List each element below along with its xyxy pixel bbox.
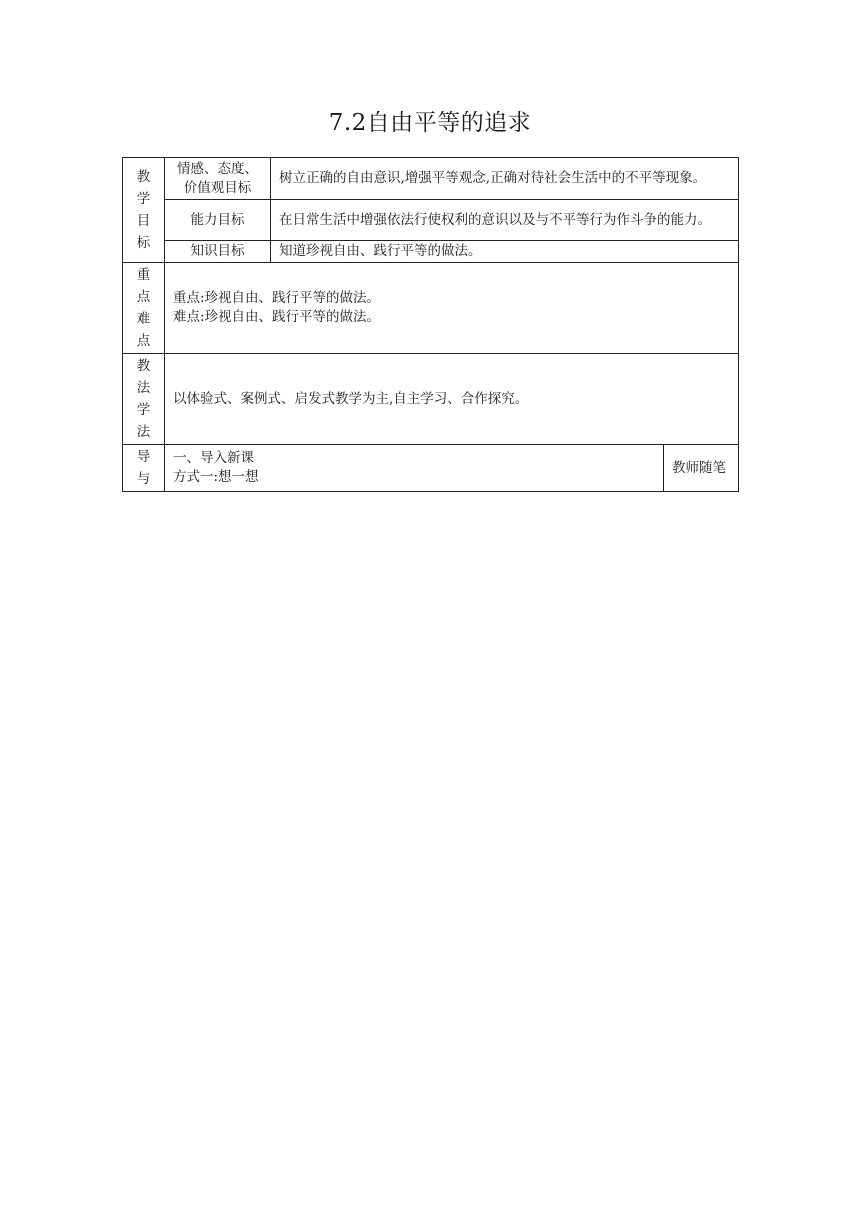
guide-content <box>165 445 664 492</box>
objective-text-knowledge: 知道珍视自由、践行平等的做法。 <box>271 241 739 263</box>
objective-label-knowledge: 知识目标 <box>165 241 271 263</box>
objective-row-knowledge <box>123 241 739 263</box>
teacher-notes-label: 教师随笔 <box>664 445 739 492</box>
guide-side-label: 导 与 <box>123 445 165 492</box>
methods-content: 以体验式、案例式、启发式教学为主,自主学习、合作探究。 <box>165 354 739 445</box>
methods-row <box>123 354 739 445</box>
objective-text-ability: 在日常生活中增强依法行使权利的意识以及与不平等行为作斗争的能力。 <box>271 200 739 241</box>
objective-row-ability <box>123 200 739 241</box>
methods-side-label: 教 法 学 法 <box>123 354 165 445</box>
difficult-point-line: 难点:珍视自由、践行平等的做法。 <box>173 309 381 325</box>
key-point-line: 重点:珍视自由、践行平等的做法。 <box>173 290 381 306</box>
page-title: 7.2自由平等的追求 <box>328 110 532 136</box>
guide-line-intro: 一、导入新课 <box>173 450 254 466</box>
guide-row <box>123 445 739 492</box>
key-points-row <box>123 263 739 354</box>
objective-row-attitude <box>123 158 739 200</box>
key-points-side-label: 重 点 难 点 <box>123 263 165 354</box>
objective-text-attitude: 树立正确的自由意识,增强平等观念,正确对待社会生活中的不平等现象。 <box>271 158 739 200</box>
objective-label-ability: 能力目标 <box>165 200 271 241</box>
objectives-side-label: 教 学 目 标 <box>123 158 165 263</box>
key-points-content <box>165 263 739 354</box>
objective-label-attitude: 情感、态度、价值观目标 <box>165 158 271 200</box>
lesson-plan-table <box>122 157 739 492</box>
guide-line-method: 方式一:想一想 <box>173 469 259 485</box>
